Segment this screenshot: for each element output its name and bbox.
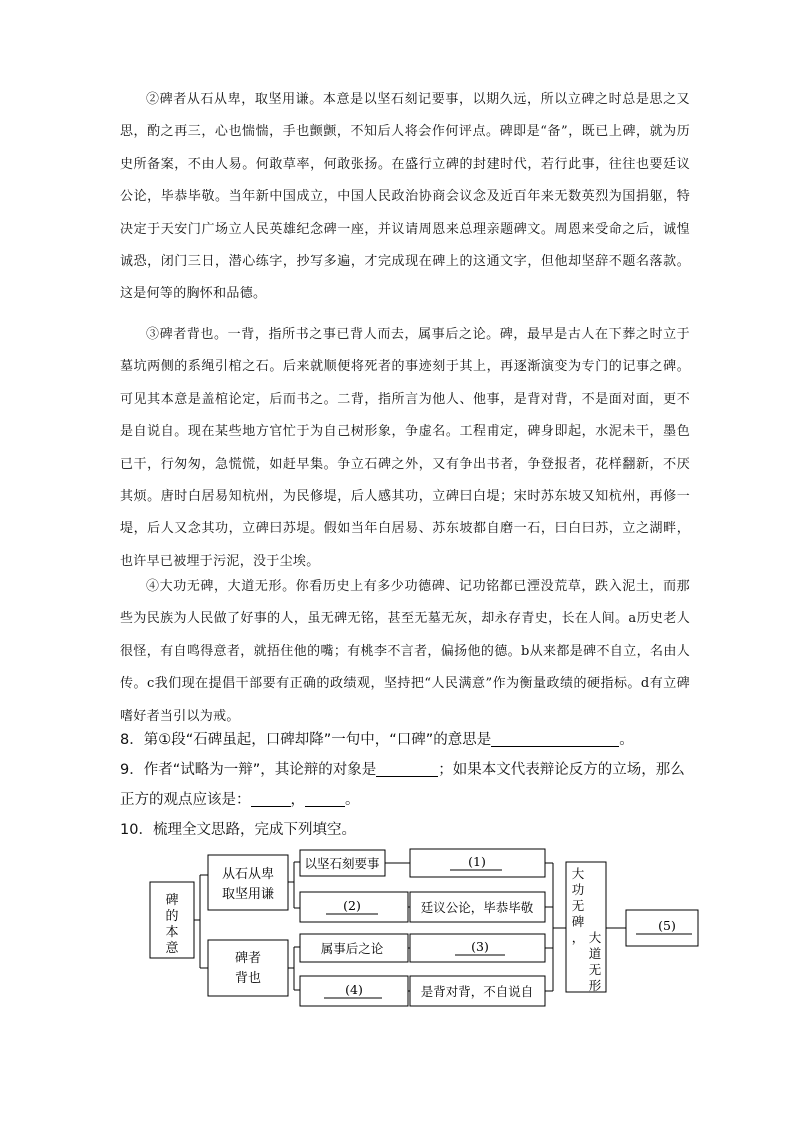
question-9-end: 。 bbox=[345, 792, 360, 808]
paragraph-3: ③碑者背也。一背，指所书之事已背人而去，属事后之论。碑，最早是古人在下葬之时立于墓坑两侧的系绳引棺之石。后来就顺便将死者的事迹刻于其上，再逐渐演变为专门的记事之碑。可见其本意是盖棺论定，后而书之。二背，指所言为他人、他事，是背对背，不是面对面，更不是自说自。现在某些地方官忙于为自己树形象，争虚名。工程甫定，碑身即起，水泥未干，墨色已干，行匆匆，急慌慌，如赶早集。争立石碑之外，又有争出书者，争登报者，花样翻新，不厌其烦。唐时白居易知杭州，为民修堤，后人感其功，立碑曰白堤；宋时苏东坡又知杭州，再修一堤，后人又念其功，立碑曰苏堤。假如当年白居易、苏东坡都自磨一石，曰白曰苏，立之湖畔，也许早已被埋于污泥，没于尘埃。 bbox=[120, 327, 690, 569]
structure-diagram bbox=[0, 840, 794, 1040]
blank-3-label: (3) bbox=[471, 939, 489, 954]
question-9-comma: ， bbox=[290, 792, 305, 808]
summary-col2-char-1: 大 bbox=[588, 930, 602, 945]
paragraph-4: ④大功无碑，大道无形。你看历史上有多少功德碑、记功铭都已湮没荒草，跌入泥土，而那些为民族为人民做了好事的人，虽无碑无铭，甚至无墓无灰，却永存青史，长在人间。a历史老人很怪，有自鸣得意者，就捂住他的嘴；有桃李不言者，偏扬他的德。b从来都是碑不自立，名由人传。c我们现在提倡干部要有正确的政绩观，坚持把“人民满意”作为衡量政绩的硬指标。d有立碑嗜好者当引以为戒。 bbox=[120, 579, 690, 724]
leaf-2b-text: 廷议公论，毕恭毕敬 bbox=[420, 900, 534, 915]
leaf-1-text: 以坚石刻要事 bbox=[304, 856, 380, 871]
leaf-4b-text: 是背对背，不自说自 bbox=[420, 984, 534, 999]
summary-col2-char-2: 道 bbox=[588, 946, 602, 961]
question-8 bbox=[120, 725, 690, 755]
summary-col1-char-2: 功 bbox=[571, 882, 585, 897]
question-9 bbox=[120, 755, 690, 815]
paragraph-2: ②碑者从石从卑，取坚用谦。本意是以坚石刻记要事，以期久远，所以立碑之时总是思之又思，酌之再三，心也惴惴，手也颤颤，不知后人将会作何评点。碑即是“备”，既已上碑，就为历史所备案，不由人易。何敢草率，何敢张扬。在盛行立碑的封建时代，若行此事，往往也要廷议公论，毕恭毕敬。当年新中国成立，中国人民政治协商会议念及近百年来无数英烈为国捐躯，特决定于天安门广场立人民英雄纪念碑一座，并议请周恩来总理亲题碑文。周恩来受命之后，诚惶诚恐，闭门三日，潜心练字，抄写多遍，才完成现在碑上的这通文字，但他却坚辞不题名落款。这是何等的胸怀和品德。 bbox=[120, 92, 690, 302]
question-9-blank-object[interactable] bbox=[376, 760, 438, 777]
summary-col2-char-4: 形 bbox=[588, 978, 602, 993]
question-9-blank-view-2[interactable] bbox=[305, 790, 345, 807]
branch-box-2 bbox=[208, 940, 288, 996]
question-9-text-a: 9．作者“试略为一辩”，其论辩的对象是 bbox=[120, 762, 377, 778]
question-8-text: 8．第①段“石碑虽起，口碑却降”一句中，“口碑”的意思是 bbox=[120, 732, 492, 748]
summary-col1-char-3: 无 bbox=[571, 898, 585, 913]
blank-1-label: (1) bbox=[468, 854, 486, 869]
summary-col2-char-3: 无 bbox=[588, 962, 602, 977]
blank-2-label: (2) bbox=[343, 898, 361, 913]
question-9-text-c: 正方的观点应该是： bbox=[120, 792, 251, 808]
question-9-text-b: ；如果本文代表辩论反方的立场，那么 bbox=[438, 762, 685, 778]
leaf-3-text: 属事后之论 bbox=[320, 941, 384, 956]
branch-2-line-1: 碑者 bbox=[234, 951, 262, 966]
blank-4-label: (4) bbox=[345, 982, 363, 997]
summary-col1-char-4: 碑 bbox=[571, 914, 585, 929]
root-char-2: 的 bbox=[165, 909, 179, 924]
root-char-4: 意 bbox=[165, 941, 179, 956]
branch-1-line-2: 取坚用谦 bbox=[221, 887, 275, 902]
branch-1-line-1: 从石从卑 bbox=[221, 867, 275, 882]
root-char-3: 本 bbox=[165, 925, 179, 940]
branch-2-line-2: 背也 bbox=[234, 971, 262, 986]
root-char-1: 碑 bbox=[165, 893, 179, 908]
summary-col1-char-1: 大 bbox=[571, 866, 585, 881]
summary-col1-char-5: ， bbox=[571, 930, 585, 945]
blank-5-label: (5) bbox=[658, 918, 676, 933]
question-8-blank[interactable] bbox=[491, 730, 619, 747]
question-10: 10．梳理全文思路，完成下列填空。 bbox=[120, 822, 356, 838]
question-9-blank-view-1[interactable] bbox=[251, 790, 291, 807]
question-8-end: 。 bbox=[619, 732, 634, 748]
